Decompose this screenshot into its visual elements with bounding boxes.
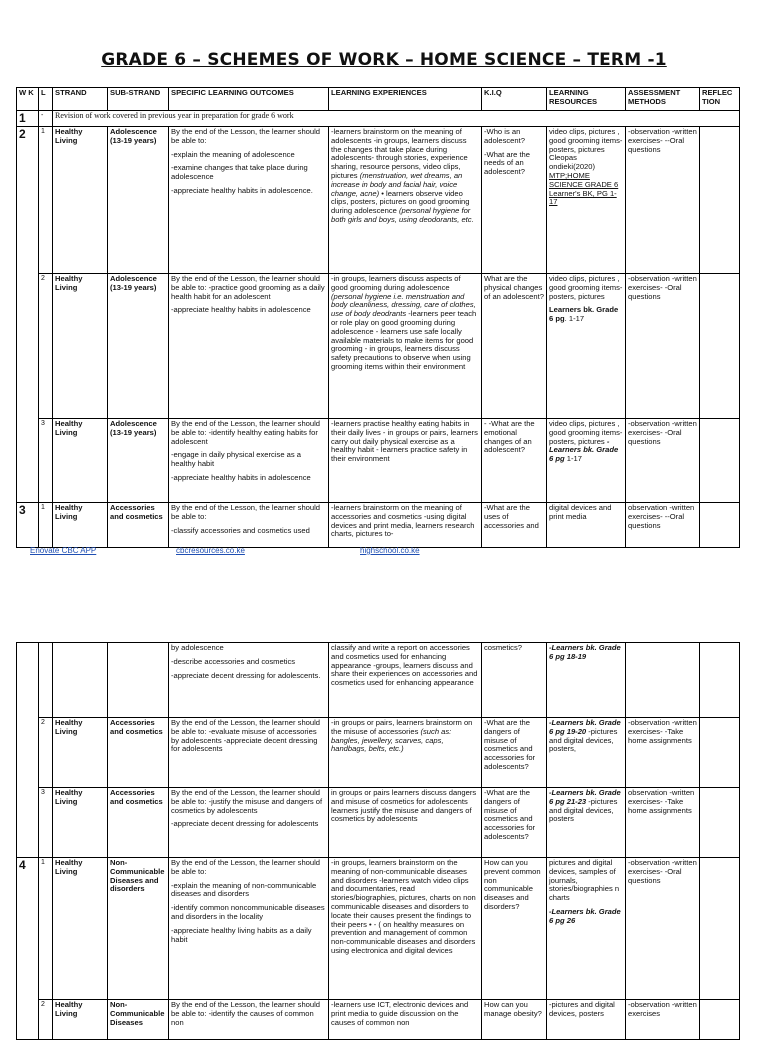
kiq-cell: What are the physical changes of an adolescent?: [482, 274, 547, 419]
slo-line: -classify accessories and cosmetics used: [171, 525, 310, 535]
slo-line: -appreciate healthy habits in adolescence.: [171, 185, 313, 195]
kiq-cell: cosmetics?: [482, 643, 547, 718]
slo-line: -appreciate decent dressing for adolescents: [171, 819, 319, 829]
slo-line: by adolescence: [171, 643, 224, 652]
table-row: [17, 858, 740, 1000]
substrand-cell: Accessories and cosmetics: [108, 718, 169, 788]
lr-pages: 1-17: [564, 454, 582, 464]
kiq-cell: - -What are the emotional changes of an adolescent?: [482, 419, 547, 503]
table-row: [17, 419, 740, 503]
learning-experiences-cell: [329, 274, 482, 419]
header-strand: STRAND: [53, 88, 108, 111]
le-italic-text: (such as: bangles, jewellery, scarves, caps, handbags, belts, etc.): [331, 726, 452, 754]
learning-resources-cell: [547, 419, 626, 503]
slo-cell: By the end of the Lesson, the learner should be able to: -identify the causes of common non: [169, 1000, 329, 1040]
assessment-cell: observation -written exercises- -Take home assignments: [626, 788, 700, 858]
reflection-cell: [700, 274, 740, 419]
table-header-row: [17, 88, 740, 111]
slo-cell: [169, 503, 329, 548]
le-text: -learners brainstorm on the meaning of adolescents -in groups, learners discuss the changes that take place during adolescents- through stories, experience sharing, resource persons, video clips, pictures: [331, 127, 468, 180]
footer-link-app[interactable]: Enovate CBC APP: [30, 546, 97, 555]
strand-cell: Healthy Living: [53, 274, 108, 419]
learning-experiences-cell: -learners brainstorm on the meaning of accessories and cosmetics -using digital devices and print media, learners research charts, pictures to-: [329, 503, 482, 548]
kiq-cell: -What are the uses of accessories and: [482, 503, 547, 548]
lr-text: -pictures and digital devices, posters: [549, 796, 618, 824]
learning-resources-cell: [547, 127, 626, 274]
slo-line: By the end of the Lesson, the learner should be able to:: [171, 127, 321, 145]
substrand-cell: [108, 643, 169, 718]
lr-reference: -Learners bk. Grade 6 pg 19-20: [549, 718, 621, 736]
slo-line: -identify common noncommunicable diseases and disorders in the locality: [171, 903, 325, 921]
slo-line: By the end of the Lesson, the learner should be able to:: [171, 858, 321, 876]
strand-cell: Healthy Living: [53, 1000, 108, 1040]
slo-cell: [169, 274, 329, 419]
slo-line: -appreciate healthy living habits as a daily habit: [171, 925, 312, 944]
header-learning-experiences: LEARNING EXPERIENCES: [329, 88, 482, 111]
substrand-cell: Accessories and cosmetics: [108, 788, 169, 858]
table-row: [17, 127, 740, 274]
table-row: [17, 1000, 740, 1040]
lr-reference: -Learners bk. Grade 6 pg 26: [549, 906, 621, 925]
learning-experiences-cell: in groups or pairs learners discuss dangers and misuse of cosmetics for adolescents learners justify the misuse and dangers of cosmetics by adolescents: [329, 788, 482, 858]
lr-reference: -Learners bk. Grade 6 pg 21-23: [549, 788, 621, 806]
table-row: [17, 503, 740, 548]
header-learning-resources: LEARNING RESOURCES: [547, 88, 626, 111]
week-number: 4: [17, 858, 39, 1040]
kiq-cell: -What are the dangers of misuse of cosmetics and accessories for adolescents?: [482, 718, 547, 788]
header-week: W K: [17, 88, 39, 111]
slo-cell: By the end of the Lesson, the learner should be able to: -evaluate misuse of accessories by adolescents -appreciate decent dressing for adolescents: [169, 718, 329, 788]
reflection-cell: [700, 718, 740, 788]
learning-resources-cell: [547, 718, 626, 788]
assessment-cell: -observation -written exercises: [626, 1000, 700, 1040]
table-row-revision: [17, 111, 740, 127]
lesson-number: [39, 643, 53, 718]
slo-line: By the end of the Lesson, the learner should be able to:: [171, 503, 321, 521]
reflection-cell: [700, 643, 740, 718]
substrand-cell: Accessories and cosmetics: [108, 503, 169, 548]
learning-experiences-cell: -in groups, learners brainstorm on the meaning of non-communicable diseases and disorders -learners watch video clips and documentaries, read stories/biographies, pictures, charts on non communicable diseases and disorders to locate their causes present the findings to their peers • - ( on healthy measures on prevention and management of common non-communicable diseases and disorders using electronica and digital devices: [329, 858, 482, 1000]
kiq-cell: How can you prevent common non communicable diseases and disorders?: [482, 858, 547, 1000]
strand-cell: [53, 643, 108, 718]
footer-link-highschool[interactable]: highschool.co.ke: [360, 546, 420, 555]
learning-experiences-cell: classify and write a report on accessories and cosmetics used for enhancing appearance -groups, learners discuss and share their experiences on accessories and cosmetics used for enhancing appearance: [329, 643, 482, 718]
week-number: 2: [17, 127, 39, 503]
learning-resources-cell: digital devices and print media: [547, 503, 626, 548]
table-row: [17, 718, 740, 788]
slo-line: -appreciate decent dressing for adolescents.: [171, 670, 321, 680]
page-title: GRADE 6 – SCHEMES OF WORK – HOME SCIENCE – TERM -1: [101, 50, 667, 70]
le-italic-text: (personal hygiene for both girls and boys, using deodorants, etc.: [331, 206, 474, 224]
learning-experiences-cell: [329, 127, 482, 274]
lesson-number: 1: [39, 503, 53, 548]
substrand-cell: Non-Communicable Diseases and disorders: [108, 858, 169, 1000]
schemes-table-page-2: [16, 642, 740, 1040]
week-number: 3: [17, 503, 39, 548]
slo-line: By the end of the Lesson, the learner should be able to: -practice good grooming as a daily health habit for an adolescent: [171, 274, 325, 301]
assessment-cell: -observation -written exercises- -Oral questions: [626, 419, 700, 503]
reflection-cell: [700, 1000, 740, 1040]
lesson-number: 1: [39, 127, 53, 274]
header-substrand: SUB-STRAND: [108, 88, 169, 111]
week-number: [17, 643, 39, 858]
assessment-cell: -observation -written exercises- -Take home assignments: [626, 718, 700, 788]
slo-line: By the end of the Lesson, the learner should be able to: -justify the misuse and dangers of cosmetics by adolescents: [171, 788, 323, 815]
lr-reference: -Learners bk. Grade 6 pg: [549, 436, 619, 464]
reflection-cell: [700, 788, 740, 858]
schemes-table-page-1: [16, 87, 740, 548]
slo-line: -describe accessories and cosmetics: [171, 656, 296, 666]
table-row: [17, 788, 740, 858]
slo-cell: [169, 858, 329, 1000]
slo-cell: [169, 643, 329, 718]
strand-cell: Healthy Living: [53, 858, 108, 1000]
strand-cell: Healthy Living: [53, 788, 108, 858]
reflection-cell: [700, 419, 740, 503]
reflection-cell: [700, 503, 740, 548]
learning-experiences-cell: [329, 718, 482, 788]
lesson-number: -: [39, 111, 53, 127]
assessment-cell: [626, 643, 700, 718]
slo-cell: [169, 419, 329, 503]
lr-reference: Learners bk. Grade 6 pg: [549, 305, 619, 324]
week-number: 1: [17, 111, 39, 127]
le-text: • learners observe video clips, posters, pictures on good grooming during adolescence: [331, 188, 470, 216]
slo-cell: [169, 127, 329, 274]
le-text: -in groups or pairs, learners brainstorm on the misuse of accessories: [331, 718, 473, 736]
strand-cell: Healthy Living: [53, 419, 108, 503]
lr-text: video clips, pictures , good grooming items-posters, pictures: [549, 419, 623, 446]
slo-line: -explain the meaning of non-communicable diseases and disorders: [171, 880, 317, 899]
kiq-cell: -What are the dangers of misuse of cosmetics and accessories for adolescents?: [482, 788, 547, 858]
lr-text: -pictures and digital devices, posters,: [549, 726, 618, 754]
slo-line: -engage in daily physical exercise as a healthy habit: [171, 450, 302, 469]
learning-experiences-cell: -learners practise healthy eating habits in their daily lives - in groups or pairs, learners carry out daily physical exercise as a healthy habit - learners practice safety in their environment: [329, 419, 482, 503]
slo-line: -explain the meaning of adolescence: [171, 149, 295, 159]
strand-cell: Healthy Living: [53, 503, 108, 548]
lesson-number: 2: [39, 274, 53, 419]
substrand-cell: Adolescence (13-19 years): [108, 127, 169, 274]
lr-pages: . 1-17: [564, 314, 585, 324]
lr-text: video clips, pictures , good grooming items-posters, pictures: [549, 274, 623, 301]
lr-reference: MTP;HOME SCIENCE GRADE 6 Learner's BK, PG 1-17: [549, 170, 619, 207]
slo-line: -appreciate healthy habits in adolescence: [171, 472, 311, 482]
lesson-number: 1: [39, 858, 53, 1000]
slo-cell: [169, 788, 329, 858]
header-kiq: K.I.Q: [482, 88, 547, 111]
slo-line: -appreciate healthy habits in adolescence: [171, 305, 311, 315]
table-row-continued: [17, 643, 740, 718]
lesson-number: 3: [39, 788, 53, 858]
le-text: -in groups, learners discuss aspects of good grooming during adolescence: [331, 274, 461, 292]
header-reflection: REFLEC TION: [700, 88, 740, 111]
strand-cell: Healthy Living: [53, 127, 108, 274]
learning-resources-cell: -Learners bk. Grade 6 pg 18-19: [547, 643, 626, 718]
lesson-number: 2: [39, 1000, 53, 1040]
learning-resources-cell: -pictures and digital devices, posters: [547, 1000, 626, 1040]
kiq-cell: [482, 127, 547, 274]
assessment-cell: observation -written exercises- --Oral questions: [626, 503, 700, 548]
reflection-cell: [700, 858, 740, 1000]
slo-line: By the end of the Lesson, the learner should be able to: -identify healthy eating habits for adolescent: [171, 419, 321, 446]
assessment-cell: -observation -written exercises- -Oral questions: [626, 274, 700, 419]
kiq-cell: How can you manage obesity?: [482, 1000, 547, 1040]
kiq-line: -Who is an adolescent?: [484, 127, 525, 145]
assessment-cell: -observation -written exercises- --Oral questions: [626, 127, 700, 274]
assessment-cell: -observation -written exercises- -Oral questions: [626, 858, 700, 1000]
lr-text: pictures and digital devices, samples of journals, stories/biographies n charts: [549, 858, 620, 903]
le-italic-text: (personal hygiene i.e. menstruation and body cleanliness, dressing, care of clothes, use of body deodrants: [331, 291, 476, 319]
le-text: -learners peer teach or role play on good grooming during adolescence - learners use safe locally available materials to make items for good grooming - in groups, learners discuss safety precautions to observe when using grooming items within their environment: [331, 309, 477, 371]
strand-cell: Healthy Living: [53, 718, 108, 788]
header-specific-learning-outcomes: SPECIFIC LEARNING OUTCOMES: [169, 88, 329, 111]
substrand-cell: Adolescence (13-19 years): [108, 419, 169, 503]
kiq-line: -What are the needs of an adolescent?: [484, 149, 531, 177]
lr-text: video clips, pictures , good grooming items-posters, pictures Cleopas ondieki(2020): [549, 127, 623, 172]
lesson-number: 3: [39, 419, 53, 503]
le-italic-text: (menstruation, wet dreams, an increase in body and facial hair, voice change, acne): [331, 170, 463, 198]
reflection-cell: [700, 127, 740, 274]
table-row: [17, 274, 740, 419]
substrand-cell: Adolescence (13-19 years): [108, 274, 169, 419]
header-lesson: L: [39, 88, 53, 111]
revision-text: Revision of work covered in previous year in preparation for grade 6 work: [53, 111, 740, 127]
learning-resources-cell: [547, 274, 626, 419]
slo-line: -examine changes that take place during adolescence: [171, 163, 308, 182]
substrand-cell: Non-Communicable Diseases: [108, 1000, 169, 1040]
header-assessment-methods: ASSESSMENT METHODS: [626, 88, 700, 111]
lesson-number: 2: [39, 718, 53, 788]
footer-link-cbcresources[interactable]: cbcresources.co.ke: [176, 546, 245, 555]
learning-resources-cell: [547, 858, 626, 1000]
learning-experiences-cell: -learners use ICT, electronic devices and print media to guide discussion on the causes of common non: [329, 1000, 482, 1040]
learning-resources-cell: [547, 788, 626, 858]
